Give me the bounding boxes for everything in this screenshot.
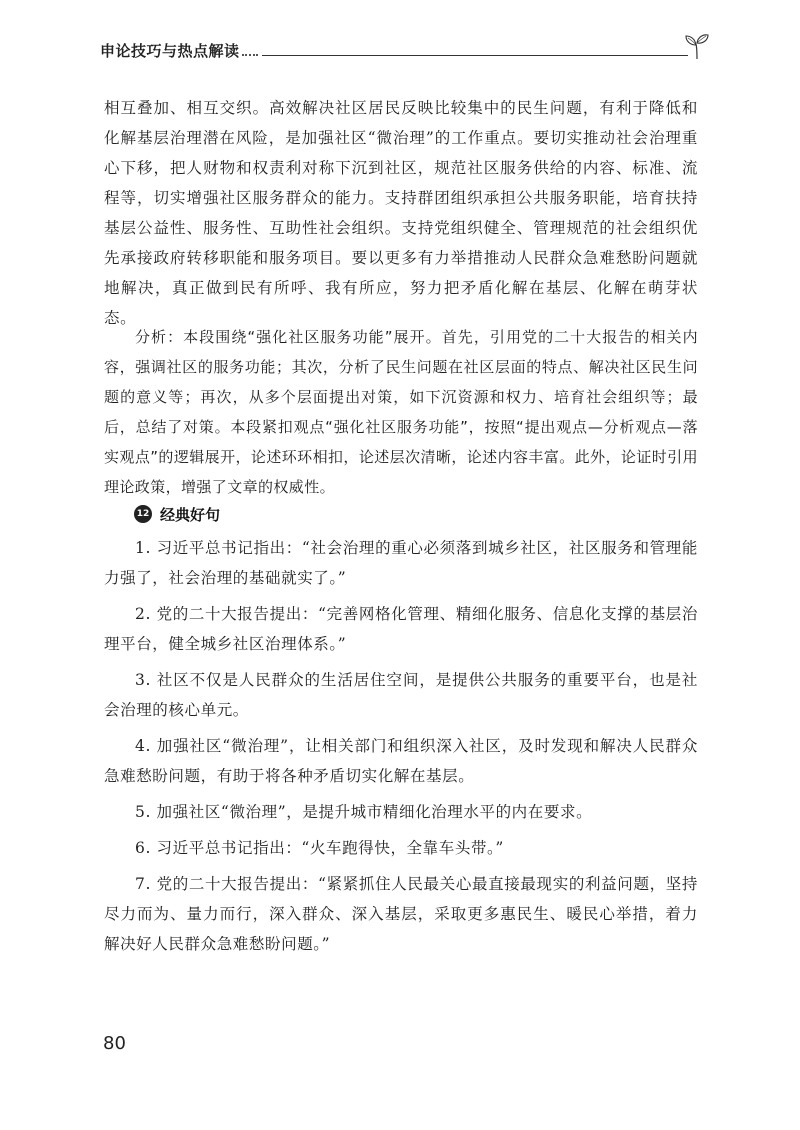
header-dots — [242, 54, 258, 56]
quote-item: 5. 加强社区“微治理”，是提升城市精细化治理水平的内在要求。 — [135, 803, 593, 821]
quote-item: 6. 习近平总书记指出：“火车跑得快，全靠车头带。” — [135, 839, 504, 857]
quote-list — [104, 533, 698, 959]
page-number: 80 — [103, 1033, 126, 1054]
body-paragraph: 相互叠加、相互交织。高效解决社区居民反映比较集中的民生问题，有利于降低和化解基层治理潜在风险，是加强社区“微治理”的工作重点。要切实推动社会治理重心下移，把人财物和权责利对称下沉到社区，规范社区服务供给的内容、标准、流程等，切实增强社区服务群众的能力。支持群团组织承担公共服务职能，培育扶持基层公益性、服务性、互助性社会组织。支持党组织健全、管理规范的社会组织优先承接政府转移职能和服务项目。要以更多有力举措推动人民群众急难愁盼问题就地解决，真正做到民有所呼、我有所应，努力把矛盾化解在基层、化解在萌芽状态。 — [104, 99, 698, 327]
section-title: 经典好句 — [160, 505, 221, 524]
section-heading — [134, 502, 220, 526]
section-badge: 12 — [134, 505, 152, 523]
quote-item: 4. 加强社区“微治理”，让相关部门和组织深入社区，及时发现和解决人民群众急难愁盼问题，有助于将各种矛盾切实化解在基层。 — [104, 737, 698, 785]
header-rule — [262, 55, 688, 56]
quote-item: 7. 党的二十大报告提出：“紧紧抓住人民最关心最直接最现实的利益问题，坚持尽力而为、量力而行，深入群众、深入基层，采取更多惠民生、暖民心举措，着力解决好人民群众急难愁盼问题。” — [104, 875, 698, 953]
header-title: 申论技巧与热点解读 — [100, 42, 240, 60]
analysis-block — [104, 322, 698, 502]
running-header — [100, 36, 710, 66]
body-text — [104, 93, 698, 333]
quote-item: 3. 社区不仅是人民群众的生活居住空间，是提供公共服务的重要平台，也是社会治理的核心单元。 — [104, 671, 698, 719]
quote-item: 1. 习近平总书记指出：“社会治理的重心必须落到城乡社区，社区服务和管理能力强了，社会治理的基础就实了。” — [104, 539, 698, 587]
quote-item: 2. 党的二十大报告提出：“完善网格化管理、精细化服务、信息化支撑的基层治理平台，健全城乡社区治理体系。” — [104, 605, 698, 653]
analysis-paragraph: 分析：本段围绕“强化社区服务功能”展开。首先，引用党的二十大报告的相关内容，强调社区的服务功能；其次，分析了民生问题在社区层面的特点、解决社区民生问题的意义等；再次，从多个层面提出对策，如下沉资源和权力、培育社会组织等；最后，总结了对策。本段紧扣观点“强化社区服务功能”，按照“提出观点—分析观点—落实观点”的逻辑展开，论述环环相扣，论述层次清晰，论述内容丰富。此外，论证时引用理论政策，增强了文章的权威性。 — [104, 328, 698, 496]
sprout-icon — [684, 32, 710, 60]
